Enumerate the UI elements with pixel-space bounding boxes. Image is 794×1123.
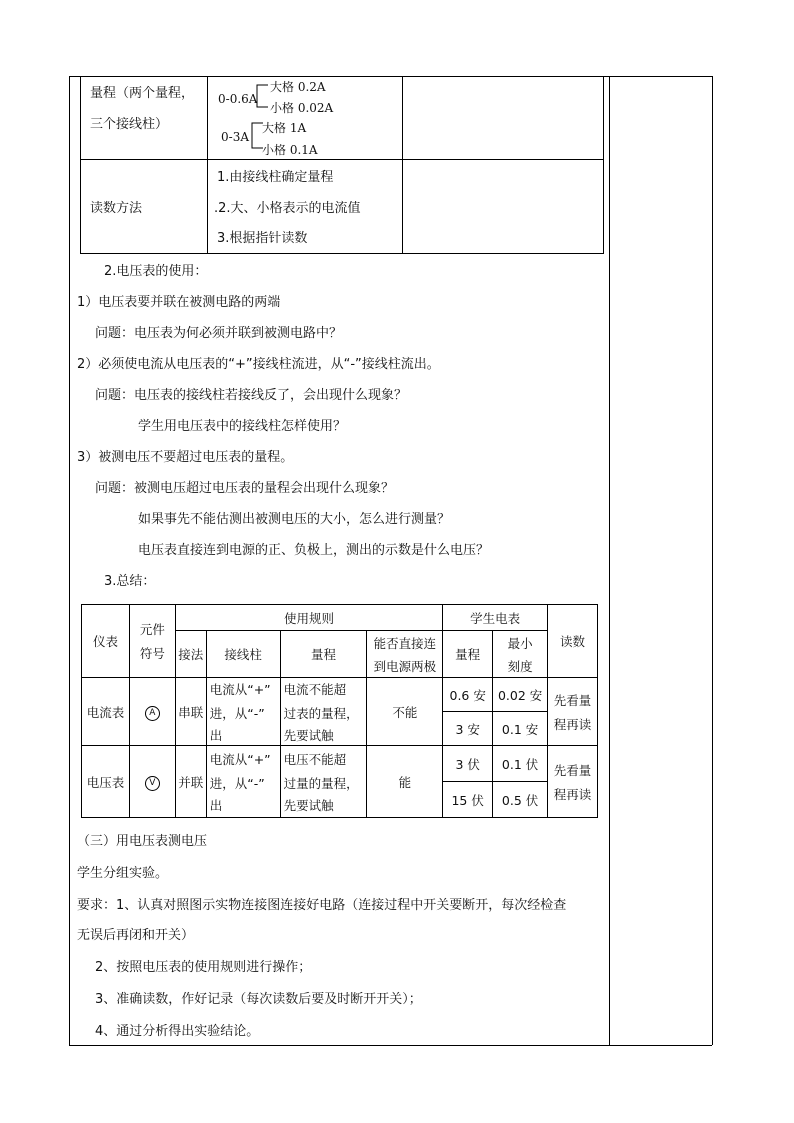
row-ammeter-name: 电流表 — [82, 678, 130, 746]
row-voltmeter-range-2: 15 伏 — [443, 782, 493, 818]
row-ammeter-terminal: 电流从“+” 进，从“-” 出 — [206, 678, 280, 746]
row-ammeter-min-1: 0.02 安 — [493, 678, 548, 712]
reading-step-2: .2.大、小格表示的电流值 — [214, 201, 361, 216]
section2-point1: 1）电压表要并联在被测电路的两端 — [77, 295, 281, 310]
section2-question3b: 如果事先不能估测出被测电压的大小，怎么进行测量？ — [138, 512, 451, 527]
section2-question2: 问题：电压表的接线柱若接线反了，会出现什么现象？ — [95, 388, 408, 403]
row-ammeter-direct: 不能 — [367, 678, 443, 746]
section2-heading: 2.电压表的使用： — [104, 264, 208, 279]
row-voltmeter-name: 电压表 — [82, 746, 130, 818]
frame-left-border — [69, 76, 70, 1045]
header-reading: 读数 — [548, 605, 598, 678]
header-direct-connect: 能否直接连 到电源两极 — [367, 631, 443, 678]
section2-question2b: 学生用电压表中的接线柱怎样使用？ — [138, 419, 347, 434]
row-ammeter-range-1: 0.6 安 — [443, 678, 493, 712]
range1-big-division: 大格 0.2A — [270, 80, 326, 94]
section4-requirement4: 4、通过分析得出实验结论。 — [95, 1024, 260, 1039]
range-table-border — [80, 76, 604, 254]
range1-value: 0-0.6A — [218, 92, 258, 106]
row-voltmeter-reading: 先看量 程再读 — [548, 746, 598, 818]
row-voltmeter-method: 并联 — [175, 746, 206, 818]
range2-big-division: 大格 1A — [262, 121, 307, 135]
section2-question3: 问题：被测电压超过电压表的量程会出现什么现象？ — [95, 481, 395, 496]
range1-bracket — [255, 83, 269, 109]
section4-requirement1a: 要求：1、认真对照图示实物连接图连接好电路（连接过程中开关要断开，每次经检查 — [77, 898, 567, 913]
table-row — [82, 746, 598, 782]
header-instrument: 仪表 — [82, 605, 130, 678]
ammeter-symbol-icon: A — [129, 678, 175, 746]
frame-column-divider — [609, 76, 610, 1045]
reading-step-1: 1.由接线柱确定量程 — [217, 170, 334, 185]
section4-requirement2: 2、按照电压表的使用规则进行操作； — [95, 960, 312, 975]
range-table-col1 — [207, 76, 208, 254]
range2-small-division: 小格 0.1A — [262, 143, 318, 157]
row-ammeter-min-2: 0.1 安 — [493, 712, 548, 746]
row-ammeter-range-2: 3 安 — [443, 712, 493, 746]
row-voltmeter-min-2: 0.5 伏 — [493, 782, 548, 818]
row-voltmeter-terminal: 电流从“+” 进，从“-” 出 — [206, 746, 280, 818]
range1-small-division: 小格 0.02A — [270, 101, 334, 115]
section2-point2: 2）必须使电流从电压表的“+”接线柱流进，从“-”接线柱流出。 — [77, 357, 440, 372]
range-label-line1: 量程（两个量程， — [90, 86, 195, 101]
range-table-row-divider — [80, 159, 603, 160]
range2-value: 0-3A — [221, 130, 249, 144]
row-ammeter-method: 串联 — [175, 678, 206, 746]
section3-heading: 3.总结： — [104, 574, 156, 589]
row-voltmeter-range-1: 3 伏 — [443, 746, 493, 782]
header-method: 接法 — [175, 631, 206, 678]
header-symbol: 元件 符号 — [129, 605, 175, 678]
section2-question1: 问题：电压表为何必须并联到被测电路中？ — [95, 326, 343, 341]
reading-step-3: 3.根据指针读数 — [217, 231, 308, 246]
section4-requirement1b: 无误后再闭和开关） — [77, 928, 195, 943]
row-ammeter-range-rule: 电流不能超 过表的量程， 先要试触 — [280, 678, 367, 746]
row-voltmeter-range-rule: 电压不能超 过量的量程， 先要试触 — [280, 746, 367, 818]
header-student-meter: 学生电表 — [443, 605, 548, 631]
header-student-range: 量程 — [443, 631, 493, 678]
summary-table — [81, 604, 598, 818]
reading-method-label: 读数方法 — [90, 201, 143, 216]
table-row — [82, 678, 598, 712]
voltmeter-symbol-icon: V — [129, 746, 175, 818]
frame-right-border — [712, 76, 713, 1045]
frame-bottom-border — [69, 1045, 712, 1046]
section4-line1: 学生分组实验。 — [77, 866, 169, 881]
header-min-division: 最小 刻度 — [493, 631, 548, 678]
header-rules: 使用规则 — [175, 605, 442, 631]
range-table-col2 — [402, 76, 403, 254]
row-ammeter-reading: 先看量 程再读 — [548, 678, 598, 746]
section4-heading: （三）用电压表测电压 — [77, 834, 208, 849]
header-range: 量程 — [280, 631, 367, 678]
range-label-line2: 三个接线柱） — [90, 117, 169, 132]
row-voltmeter-direct: 能 — [367, 746, 443, 818]
section2-question3c: 电压表直接连到电源的正、负极上，测出的示数是什么电压？ — [138, 543, 490, 558]
section2-point3: 3）被测电压不要超过电压表的量程。 — [77, 450, 294, 465]
header-terminal: 接线柱 — [206, 631, 280, 678]
row-voltmeter-min-1: 0.1 伏 — [493, 746, 548, 782]
section4-requirement3: 3、准确读数，作好记录（每次读数后要及时断开开关）； — [95, 992, 422, 1007]
